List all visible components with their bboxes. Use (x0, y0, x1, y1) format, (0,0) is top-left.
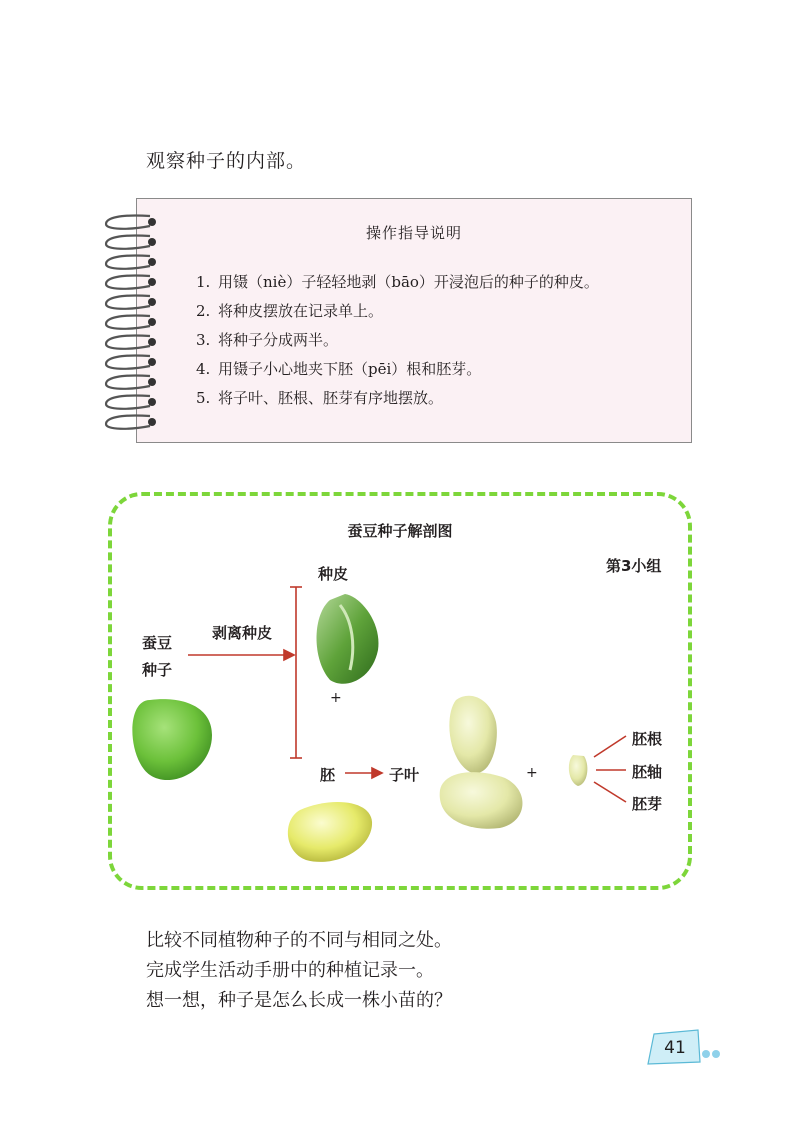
plumule-label: 胚芽 (632, 795, 663, 813)
embryo-small-image (569, 755, 588, 786)
embryo-bean-image (288, 802, 372, 862)
list-item: 5. 将子叶、胚根、胚芽有序地摆放。 (196, 389, 444, 407)
page-number: 41 (664, 1038, 686, 1058)
embryo-label: 胚 (320, 766, 336, 784)
hypocotyl-label: 胚轴 (632, 763, 663, 781)
cotyledon-label: 子叶 (389, 766, 420, 784)
list-item: 完成学生活动手册中的种植记录一。 (146, 960, 434, 981)
seed-coat-label: 种皮 (318, 565, 349, 583)
intro-text: 观察种子的内部。 (146, 150, 307, 172)
list-item: 比较不同植物种子的不同与相同之处。 (146, 930, 452, 951)
plus-sign: + (330, 690, 342, 706)
diagram-title: 蚕豆种子解剖图 (347, 522, 453, 540)
list-item: 4. 用镊子小心地夹下胚（pēi）根和胚芽。 (196, 360, 482, 378)
group-label: 第3小组 (606, 557, 662, 575)
list-item: 3. 将种子分成两半。 (196, 331, 339, 349)
plus-sign: + (526, 765, 538, 781)
seed-coat-image (317, 594, 379, 684)
bean-label: 蚕豆 (142, 634, 173, 652)
broad-bean-whole (132, 699, 212, 780)
list-item: 1. 用镊（niè）子轻轻地剥（bāo）开浸泡后的种子的种皮。 (196, 273, 599, 291)
peel-label: 剥离种皮 (212, 624, 273, 642)
cotyledon-bottom-image (440, 772, 523, 829)
follow-up-questions (146, 926, 452, 1016)
seed-label: 种子 (142, 661, 173, 679)
radicle-label: 胚根 (632, 730, 663, 748)
list-item: 想一想，种子是怎么长成一株小苗的？ (146, 990, 452, 1011)
guide-title: 操作指导说明 (365, 224, 462, 242)
list-item: 2. 将种皮摆放在记录单上。 (196, 302, 384, 320)
cotyledon-top-image (449, 696, 497, 773)
